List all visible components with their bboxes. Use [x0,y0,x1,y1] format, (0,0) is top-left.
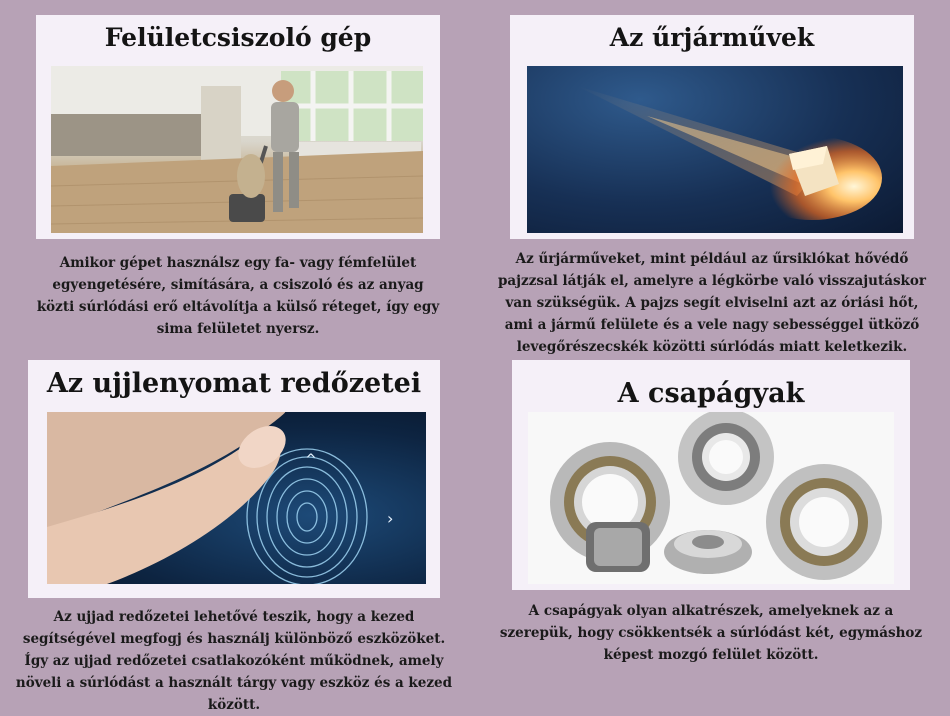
card-caption: Az ujjad redőzetei lehetővé teszik, hogy a kezed segítségével megfogj és használj különböző eszközöket. Így az ujjad redőzetei csatlakozóként működnek, amely növeli a súrlódást a használt tárgy vagy eszköz és a kezed között. [15,609,453,713]
fingerprint-scan-photo [47,412,426,584]
card-fingerprint [28,360,440,598]
card-bearings [512,360,910,590]
card-title: Az ujjlenyomat redőzetei [46,368,422,399]
card-title: Felületcsiszoló gép [104,23,372,52]
card-title: Az űrjárművek [609,23,815,52]
card-caption: A csapágyak olyan alkatrészek, amelyeknek az a szerepük, hogy csökkentsék a súrlódást két, egymáshoz képest mozgó felület között. [499,603,923,663]
card-caption: Az űrjárműveket, mint például az űrsiklókat hővédő pajzzsal látják el, amelyre a légkörbe való visszajutáskor van szükségük. A pajzs segít elviselni azt az óriási hőt, ami a jármű felülete és a vele nagy sebességgel ütköző levegőrészecskék közötti súrlódás miatt keletkezik. [497,251,927,355]
ball-bearings-photo [528,412,894,584]
card-title: A csapágyak [617,378,805,409]
card-spacecraft [510,15,914,239]
svg-text:^: ^ [305,452,317,468]
reentry-fireball-photo [527,66,903,233]
card-sanding-machine [36,15,440,239]
floor-sanding-photo [51,66,423,233]
svg-text:›: › [387,509,394,528]
card-caption: Amikor gépet használsz egy fa- vagy fémfelület egyengetésére, simítására, a csiszoló és az anyag közti súrlódási erő eltávolítja a külső réteget, így egy sima felületet nyersz. [36,255,440,337]
